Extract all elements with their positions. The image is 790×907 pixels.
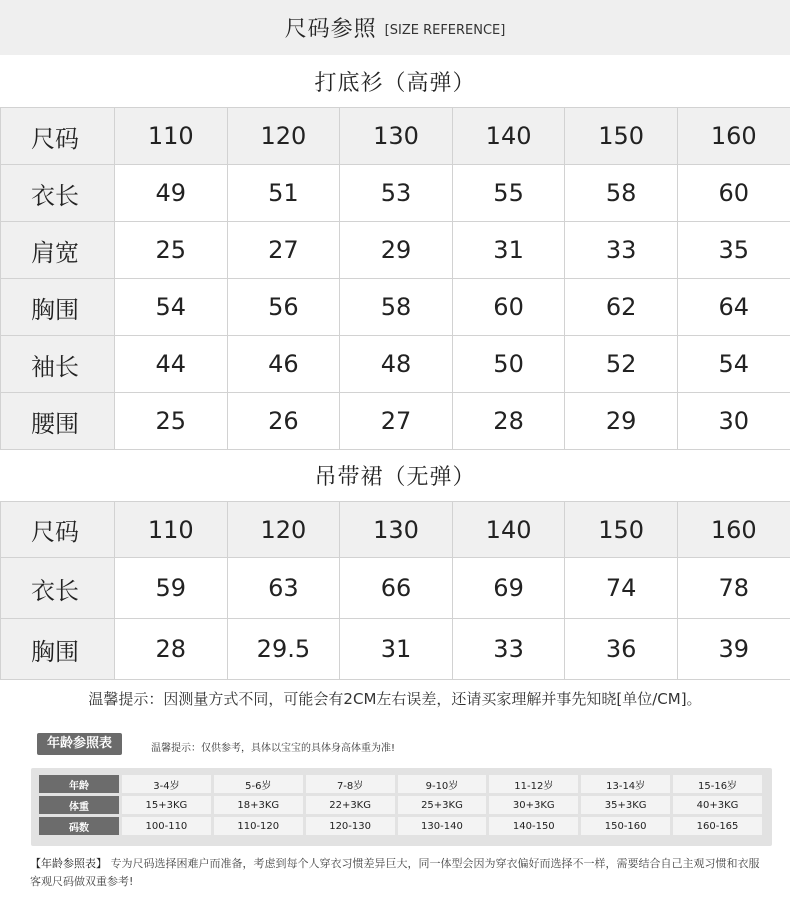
age-row-label: 码数: [39, 817, 119, 835]
age-cell: 15+3KG: [122, 796, 211, 814]
table-cell: 59: [115, 558, 228, 619]
table-cell: 25: [115, 393, 228, 450]
header-subtitle: [SIZE REFERENCE]: [384, 23, 506, 38]
table-cell: 48: [340, 336, 453, 393]
table-cell: 60: [677, 165, 790, 222]
table-cell: 63: [227, 558, 340, 619]
table-cell: 26: [227, 393, 340, 450]
table-cell: 35: [677, 222, 790, 279]
table-cell: 33: [565, 222, 678, 279]
age-cell: 35+3KG: [581, 796, 670, 814]
table-cell: 39: [677, 619, 790, 680]
table1-size-cell: 160: [677, 108, 790, 165]
table2-size-cell: 130: [340, 502, 453, 558]
table-cell: 58: [340, 279, 453, 336]
age-cell: 7-8岁: [306, 775, 395, 793]
table2-header-row: [1, 502, 790, 558]
table1-size-cell: 130: [340, 108, 453, 165]
table-cell: 66: [340, 558, 453, 619]
age-footer-label: 【年龄参照表】: [30, 857, 107, 870]
table-cell: 55: [452, 165, 565, 222]
age-cell: 130-140: [398, 817, 487, 835]
age-cell: 3-4岁: [122, 775, 211, 793]
row-label: 袖长: [1, 336, 115, 393]
table1-size-cell: 150: [565, 108, 678, 165]
table-cell: 25: [115, 222, 228, 279]
table-cell: 30: [677, 393, 790, 450]
table-cell: 28: [115, 619, 228, 680]
table-cell: 31: [452, 222, 565, 279]
table-cell: 54: [115, 279, 228, 336]
table-cell: 64: [677, 279, 790, 336]
age-footer-text: 专为尺码选择困难户而准备，考虑到每个人穿衣习惯差异巨大，同一体型会因为穿衣偏好而选择不一样，需要结合自己主观习惯和衣服客观尺码做双重参考!: [30, 857, 760, 888]
age-cell: 110-120: [214, 817, 303, 835]
age-cell: 18+3KG: [214, 796, 303, 814]
table-cell: 56: [227, 279, 340, 336]
age-chart-tip: 温馨提示：仅供参考，具体以宝宝的具体身高体重为准!: [151, 743, 396, 754]
age-cell: 15-16岁: [673, 775, 762, 793]
table-cell: 53: [340, 165, 453, 222]
measurement-note: 温馨提示：因测量方式不同，可能会有2CM左右误差，还请买家理解并事先知晓[单位/CM]。: [88, 690, 702, 708]
age-row-label: 年龄: [39, 775, 119, 793]
age-reference-table: [36, 772, 765, 838]
header-title: 尺码参照: [284, 17, 377, 42]
age-cell: 100-110: [122, 817, 211, 835]
row-label: 腰围: [1, 393, 115, 450]
table2-size-label: 尺码: [1, 502, 115, 558]
table-cell: 54: [677, 336, 790, 393]
table2-size-cell: 140: [452, 502, 565, 558]
table1-size-cell: 140: [452, 108, 565, 165]
table2-size-cell: 160: [677, 502, 790, 558]
table-row: [1, 336, 790, 393]
table-cell: 60: [452, 279, 565, 336]
table-cell: 29: [565, 393, 678, 450]
age-cell: 13-14岁: [581, 775, 670, 793]
table2-size-cell: 110: [115, 502, 228, 558]
table-cell: 33: [452, 619, 565, 680]
table-cell: 69: [452, 558, 565, 619]
row-label: 衣长: [1, 165, 115, 222]
table-cell: 27: [227, 222, 340, 279]
age-cell: 160-165: [673, 817, 762, 835]
table1-size-chart: [0, 107, 790, 450]
age-cell: 5-6岁: [214, 775, 303, 793]
table-cell: 58: [565, 165, 678, 222]
table-row: [1, 619, 790, 680]
table2-size-cell: 120: [227, 502, 340, 558]
table-cell: 31: [340, 619, 453, 680]
table2-title: 吊带裙（无弹）: [314, 465, 476, 490]
age-row-label: 体重: [39, 796, 119, 814]
table1-size-cell: 120: [227, 108, 340, 165]
age-cell: 140-150: [489, 817, 578, 835]
table-cell: 28: [452, 393, 565, 450]
table-row: [1, 222, 790, 279]
table-cell: 27: [340, 393, 453, 450]
age-cell: 11-12岁: [489, 775, 578, 793]
age-cell: 25+3KG: [398, 796, 487, 814]
age-cell: 30+3KG: [489, 796, 578, 814]
table-row: [1, 393, 790, 450]
table-cell: 29.5: [227, 619, 340, 680]
table1-header-row: [1, 108, 790, 165]
table-row: [39, 817, 762, 835]
age-chart-footer: [30, 855, 765, 891]
table1-title: 打底衫（高弹）: [314, 71, 476, 96]
size-reference-header: [0, 0, 790, 55]
age-cell: 22+3KG: [306, 796, 395, 814]
row-label: 胸围: [1, 279, 115, 336]
age-cell: 40+3KG: [673, 796, 762, 814]
table1-size-cell: 110: [115, 108, 228, 165]
table-cell: 44: [115, 336, 228, 393]
table-cell: 62: [565, 279, 678, 336]
table2-size-chart: [0, 501, 790, 680]
table-row: [39, 796, 762, 814]
table-cell: 52: [565, 336, 678, 393]
table2-size-cell: 150: [565, 502, 678, 558]
table-cell: 51: [227, 165, 340, 222]
table-row: [1, 279, 790, 336]
table-cell: 29: [340, 222, 453, 279]
table-row: [1, 558, 790, 619]
row-label: 肩宽: [1, 222, 115, 279]
table-cell: 50: [452, 336, 565, 393]
table-cell: 46: [227, 336, 340, 393]
row-label: 胸围: [1, 619, 115, 680]
age-cell: 9-10岁: [398, 775, 487, 793]
age-cell: 120-130: [306, 817, 395, 835]
row-label: 衣长: [1, 558, 115, 619]
table1-size-label: 尺码: [1, 108, 115, 165]
age-chart-badge: 年龄参照表: [37, 733, 122, 755]
age-cell: 150-160: [581, 817, 670, 835]
table-cell: 78: [677, 558, 790, 619]
table-row: [1, 165, 790, 222]
table-cell: 74: [565, 558, 678, 619]
table-cell: 49: [115, 165, 228, 222]
table-row: [39, 775, 762, 793]
table-cell: 36: [565, 619, 678, 680]
